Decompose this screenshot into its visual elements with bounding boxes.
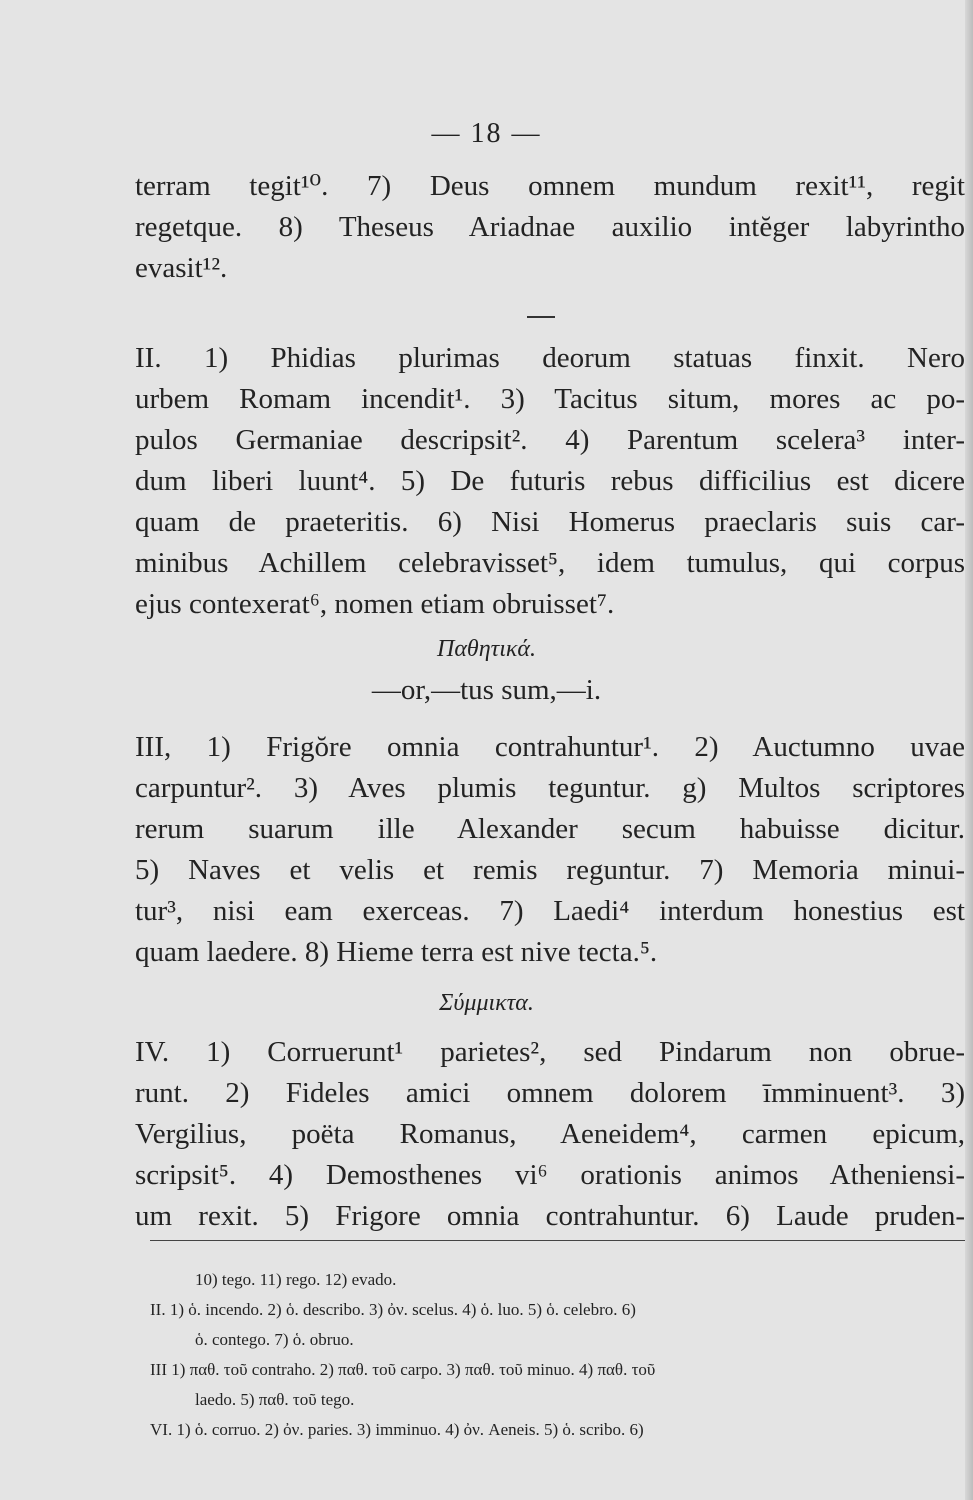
section-ii	[135, 338, 965, 625]
text-line: II. 1) Phidias plurimas deorum statuas finxit. Nero	[135, 342, 965, 374]
text-line: um rexit. 5) Frigore omnia contrahuntur. 6) Laude pruden-	[135, 1200, 965, 1232]
text-line: runt. 2) Fideles amici omnem dolorem īmminuent³. 3)	[135, 1077, 965, 1109]
footnote-line: III 1) παθ. τοῦ contraho. 2) παθ. τοῦ carpo. 3) παθ. τοῦ minuo. 4) παθ. τοῦ	[150, 1360, 656, 1379]
page-edge-shadow	[965, 0, 973, 1500]
section-divider	[527, 316, 555, 318]
footnote-divider	[150, 1240, 965, 1241]
footnote-line: laedo. 5) παθ. τοῦ tego.	[195, 1390, 355, 1409]
footnote-line: ὁ. contego. 7) ὁ. obruo.	[195, 1330, 354, 1349]
heading-passive: Παθητικά.	[437, 636, 536, 662]
heading-mixed: Σύμμικτα.	[439, 990, 534, 1016]
footnotes	[150, 1265, 965, 1445]
text-line: urbem Romam incendit¹. 3) Tacitus situm, mores ac po-	[135, 383, 965, 415]
text-line: IV. 1) Corruerunt¹ parietes², sed Pindarum non obrue-	[135, 1036, 965, 1068]
text-line: evasit¹².	[135, 252, 228, 284]
text-line: III, 1) Frigŏre omnia contrahuntur¹. 2) Auctumno uvae	[135, 731, 965, 763]
text-line: regetque. 8) Theseus Ariadnae auxilio intĕger labyrintho	[135, 211, 965, 243]
text-line: tur³, nisi eam exerceas. 7) Laedi⁴ interdum honestius est	[135, 895, 965, 927]
text-line: rerum suarum ille Alexander secum habuisse dicitur.	[135, 813, 965, 845]
text-line: 5) Naves et velis et remis reguntur. 7) Memoria minui-	[135, 854, 965, 886]
text-line: quam laedere. 8) Hieme terra est nive tecta.⁵.	[135, 936, 658, 968]
text-line: Vergilius, poëta Romanus, Aeneidem⁴, carmen epicum,	[135, 1118, 965, 1150]
footnote-line: VI. 1) ὁ. corruo. 2) ὀν. paries. 3) imminuo. 4) ὀν. Aeneis. 5) ὁ. scribo. 6)	[150, 1420, 644, 1439]
section-i-end	[135, 166, 965, 289]
text-line: carpuntur². 3) Aves plumis teguntur. g) Multos scriptores	[135, 772, 965, 804]
footnote-line: II. 1) ὁ. incendo. 2) ὁ. describo. 3) ὀν. scelus. 4) ὁ. luo. 5) ὁ. celebro. 6)	[150, 1300, 636, 1319]
text-line: quam de praeteritis. 6) Nisi Homerus praeclaris suis car-	[135, 506, 965, 538]
text-line: minibus Achillem celebravisset⁵, idem tumulus, qui corpus	[135, 547, 965, 579]
text-line: pulos Germaniae descripsit². 4) Parentum scelera³ inter-	[135, 424, 965, 456]
text-line: ejus contexerat⁶, nomen etiam obruisset⁷.	[135, 588, 615, 620]
text-line: scripsit⁵. 4) Demosthenes vi⁶ orationis animos Atheniensi-	[135, 1159, 965, 1191]
verb-endings: —or,—tus sum,—i.	[371, 674, 602, 706]
text-line: dum liberi luunt⁴. 5) De futuris rebus difficilius est dicere	[135, 465, 965, 497]
page-number: — 18 —	[431, 118, 542, 149]
section-iv	[135, 1032, 965, 1237]
section-iii	[135, 727, 965, 973]
footnote-line: 10) tego. 11) rego. 12) evado.	[195, 1270, 397, 1289]
text-line: terram tegit¹⁰. 7) Deus omnem mundum rexit¹¹, regit	[135, 170, 965, 202]
